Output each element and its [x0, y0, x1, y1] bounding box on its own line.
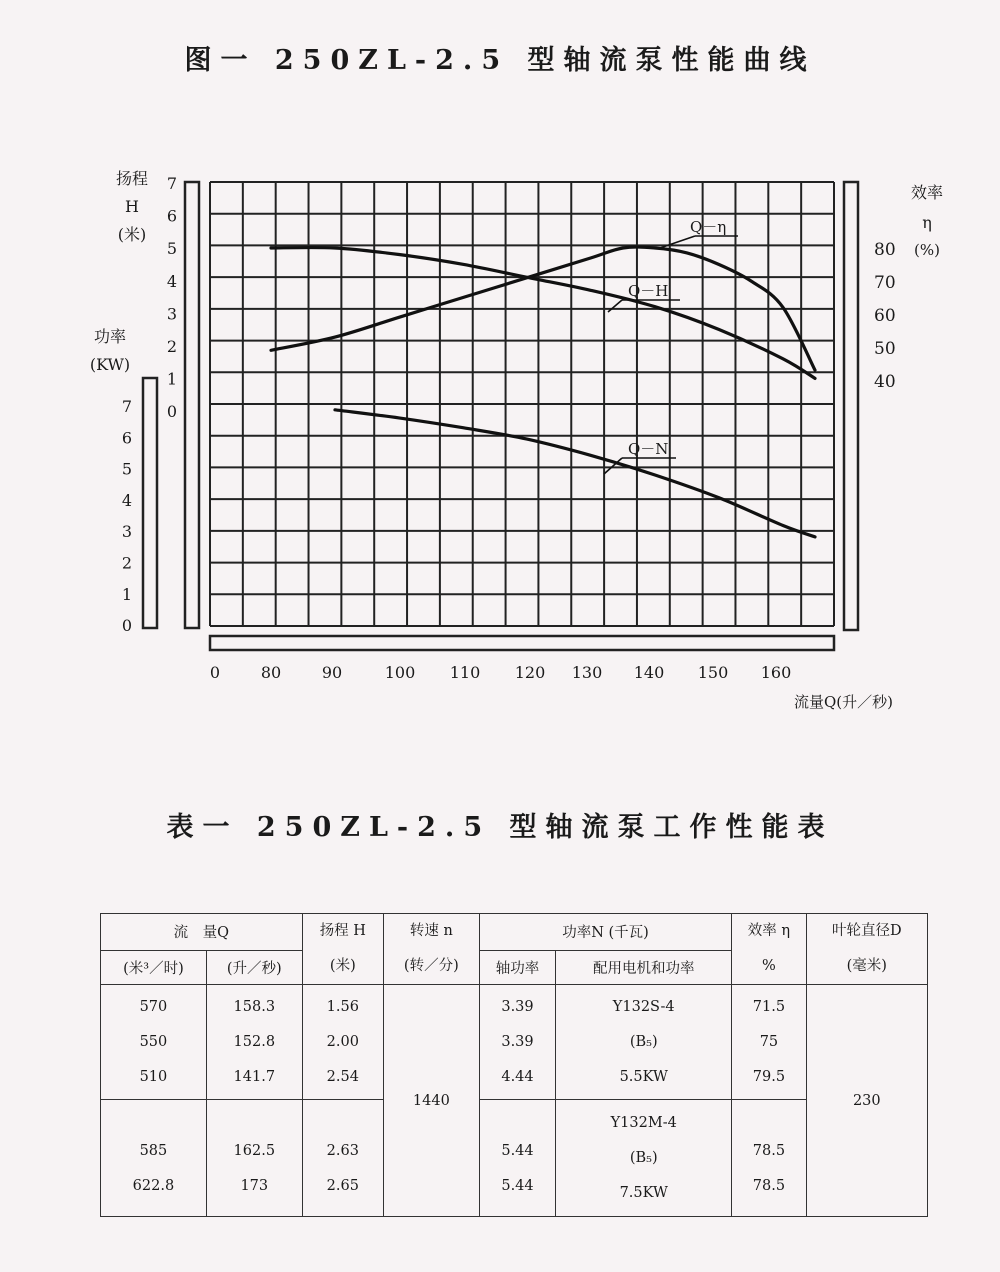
cell: 5.44 [501, 1143, 534, 1159]
power-tick-label: 2 [121, 553, 132, 573]
h-axis-bar [185, 182, 199, 628]
header-shaft-power: 轴功率 [479, 950, 555, 985]
power-tick-label: 7 [121, 397, 132, 416]
header-impeller-label: 叶轮直径D [831, 923, 902, 939]
g1-shaft-power [479, 985, 555, 1100]
power-tick-label: 5 [121, 459, 132, 479]
chart-axis-labels [90, 169, 943, 711]
performance-table [100, 913, 928, 1217]
efficiency-axis-bar [844, 182, 858, 630]
flow-tick-label: 150 [697, 663, 729, 682]
flow-axis-label: 流量Q(升／秒) [793, 693, 893, 711]
cell: 570 [139, 998, 168, 1015]
cell: 585 [139, 1143, 168, 1159]
flow-tick-label: 0 [209, 663, 221, 682]
power-tick-label: 1 [121, 584, 132, 604]
h-tick-label: 2 [166, 337, 177, 356]
header-flow-m3h: (米³／时) [101, 950, 207, 985]
h-axis-label: H [125, 197, 139, 216]
header-flow-ls: (升／秒) [206, 950, 302, 985]
h-axis-label: 扬程 [115, 169, 149, 188]
flow-tick-label: 90 [321, 663, 343, 682]
g2-eff [732, 1100, 806, 1217]
header-impeller [806, 914, 927, 985]
g1-motor [556, 985, 732, 1100]
cell: 2.65 [326, 1178, 359, 1194]
cell: 5.5KW [619, 1068, 668, 1085]
g2-flow-ls [206, 1100, 302, 1217]
flow-tick-label: 140 [633, 663, 665, 682]
speed-cell: 1440 [383, 985, 479, 1217]
cell: 75 [759, 1033, 779, 1050]
cell: 2.63 [326, 1143, 359, 1159]
g1-head [302, 985, 383, 1100]
curve-label: Q－N [628, 440, 669, 458]
chart-tick-labels [122, 174, 896, 682]
curve-q-h [271, 248, 815, 379]
flow-tick-label: 80 [260, 663, 282, 682]
h-tick-label: 7 [166, 174, 177, 193]
cell: 3.39 [501, 1033, 534, 1050]
h-tick-label: 5 [166, 239, 177, 259]
cell: 2.54 [326, 1068, 359, 1085]
chart-curves [271, 218, 815, 537]
cell: Y132M-4 [610, 1114, 677, 1131]
g2-flow-m3h [101, 1100, 207, 1217]
h-axis-label: (米) [117, 225, 147, 244]
cell: Y132S-4 [612, 998, 675, 1015]
chart-frames [143, 182, 858, 650]
g1-eff [732, 985, 806, 1100]
cell: 152.8 [233, 1033, 276, 1050]
header-eff-unit: % [762, 958, 776, 974]
header-speed-label: 转速 n [409, 923, 453, 939]
cell: 78.5 [752, 1143, 786, 1159]
efficiency-tick-label: 80 [874, 240, 896, 260]
cell: 71.5 [752, 998, 786, 1015]
header-head-unit: (米) [329, 958, 356, 974]
g2-shaft-power [479, 1100, 555, 1217]
power-tick-label: 6 [121, 428, 132, 448]
figure-title: 图一 250ZL-2.5 型轴流泵性能曲线 [184, 45, 816, 76]
cell: 550 [139, 1033, 168, 1050]
cell: 5.44 [501, 1178, 534, 1194]
flow-tick-label: 130 [571, 663, 603, 682]
header-motor: 配用电机和功率 [556, 950, 732, 985]
cell: 173 [240, 1178, 269, 1194]
g2-motor [556, 1100, 732, 1217]
cell: 4.44 [501, 1068, 534, 1085]
efficiency-tick-label: 70 [874, 273, 896, 293]
header-impeller-unit: (毫米) [846, 958, 887, 974]
cell: 1.56 [326, 998, 359, 1015]
efficiency-tick-label: 50 [874, 339, 896, 359]
cell: 510 [139, 1068, 168, 1085]
header-speed [383, 914, 479, 985]
impeller-cell: 230 [806, 985, 927, 1217]
cell: 79.5 [752, 1068, 786, 1085]
g1-flow-ls [206, 985, 302, 1100]
header-flow: 流 量Q [101, 914, 303, 951]
power-axis-bar [143, 378, 157, 628]
cell: 141.7 [233, 1068, 276, 1085]
g2-head [302, 1100, 383, 1217]
power-axis-label: 功率 [93, 327, 127, 346]
efficiency-axis-label: 效率 [910, 183, 944, 202]
power-tick-label: 4 [121, 490, 132, 510]
g1-flow-m3h [101, 985, 207, 1100]
h-tick-label: 1 [166, 369, 177, 389]
h-tick-label: 3 [166, 304, 177, 324]
cell: 158.3 [233, 998, 276, 1015]
curve-label: Q－η [690, 218, 727, 236]
flow-tick-label: 100 [384, 663, 416, 682]
flow-tick-label: 160 [760, 663, 792, 682]
cell: (B₅) [629, 1149, 658, 1166]
curve-leader-line [608, 300, 622, 312]
efficiency-tick-label: 40 [874, 372, 896, 392]
header-head-label: 扬程 H [319, 923, 366, 939]
cell: (B₅) [629, 1033, 658, 1050]
header-speed-unit: (转／分) [403, 958, 459, 974]
flow-axis-bar [210, 636, 834, 650]
efficiency-unit-label: (%) [914, 241, 940, 259]
flow-tick-label: 110 [449, 663, 481, 682]
cell: 2.00 [326, 1033, 359, 1050]
efficiency-tick-label: 60 [874, 306, 896, 326]
cell: 7.5KW [619, 1184, 668, 1201]
cell: 78.5 [752, 1178, 786, 1194]
cell: 622.8 [132, 1178, 175, 1194]
cell: 3.39 [501, 998, 534, 1015]
efficiency-axis-label: η [922, 213, 932, 232]
power-tick-label: 0 [121, 616, 132, 636]
h-tick-label: 6 [166, 206, 177, 226]
curve-label: Q－H [628, 282, 669, 300]
header-eff [732, 914, 806, 985]
header-head [302, 914, 383, 985]
h-tick-label: 0 [166, 402, 177, 422]
power-axis-label: (KW) [89, 355, 131, 374]
header-power: 功率N (千瓦) [479, 914, 731, 951]
cell: 162.5 [233, 1143, 276, 1159]
header-eff-label: 效率 η [747, 923, 791, 939]
table-title: 表一 250ZL-2.5 型轴流泵工作性能表 [166, 812, 834, 843]
h-tick-label: 4 [166, 271, 177, 291]
power-tick-label: 3 [121, 522, 132, 542]
flow-tick-label: 120 [514, 663, 546, 682]
